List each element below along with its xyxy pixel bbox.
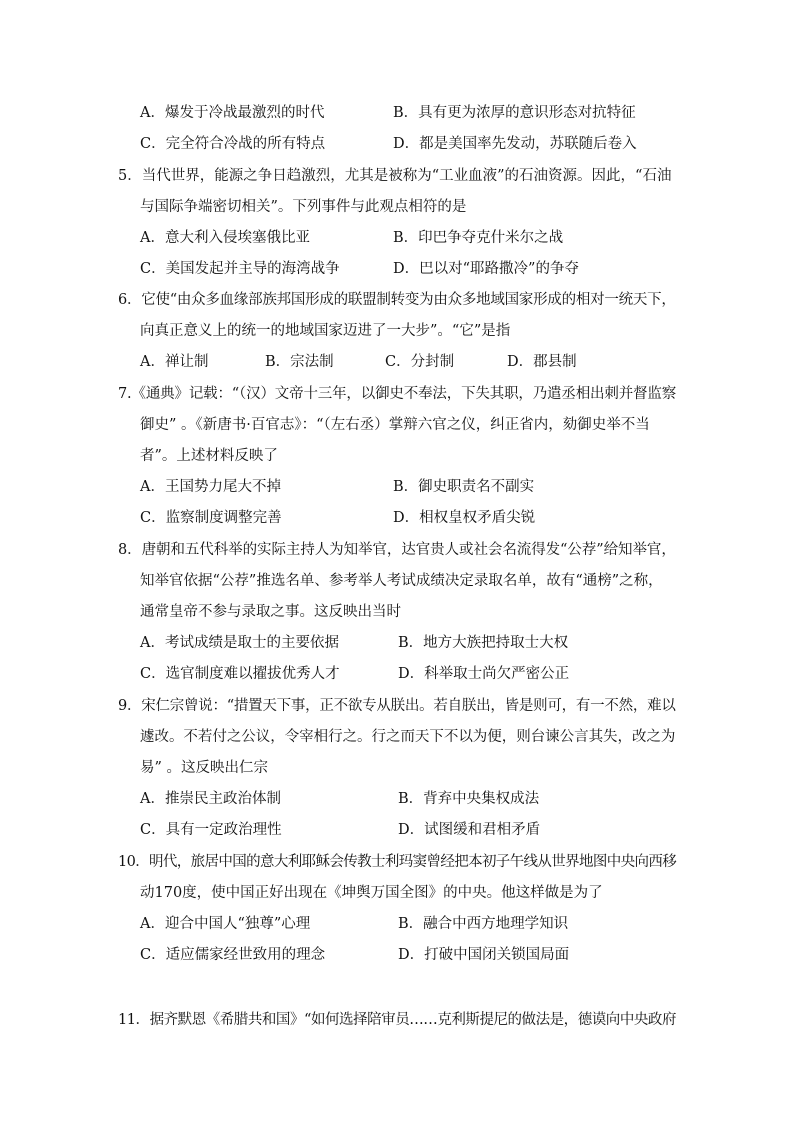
q8-option-a: A．考试成绩是取士的主要依据	[140, 635, 339, 651]
q8-stem-line-2: 知举官依据“公荐”推选名单、参考举人考试成绩决定录取名单，故有“通榜”之称，	[140, 573, 663, 589]
q9-option-c: C．具有一定政治理性	[140, 822, 282, 838]
q7-option-d: D．相权皇权矛盾尖锐	[393, 510, 536, 526]
q7-stem-line-3: 者”。上述材料反映了	[140, 448, 278, 464]
q10-option-a: A．迎合中国人“独尊”心理	[140, 916, 311, 932]
q9-stem-line-1: 9．宋仁宗曾说：“措置天下事，正不欲专从朕出。若自朕出，皆是则可，有一不然，难以	[118, 698, 676, 714]
q4-option-d: D．都是美国率先发动，苏联随后卷入	[393, 136, 637, 152]
q5-option-c: C．美国发起并主导的海湾战争	[140, 261, 340, 277]
q8-stem-line-3: 通常皇帝不参与录取之事。这反映出当时	[140, 604, 401, 620]
q9-option-b: B．背弃中央集权成法	[398, 791, 540, 807]
q4-option-c: C．完全符合冷战的所有特点	[140, 136, 326, 152]
q5-stem-line-1: 5．当代世界，能源之争日趋激烈，尤其是被称为“工业血液”的石油资源。因此，“石油	[118, 168, 672, 184]
q5-option-a: A．意大利入侵埃塞俄比亚	[140, 230, 310, 246]
q8-option-d: D．科举取士尚欠严密公正	[398, 666, 570, 682]
q4-option-a: A．爆发于冷战最激烈的时代	[140, 105, 325, 121]
q10-option-b: B．融合中西方地理学知识	[398, 916, 569, 932]
q5-option-d: D．巴以对“耶路撒冷”的争夺	[393, 261, 579, 277]
q4-option-b: B．具有更为浓厚的意识形态对抗特征	[393, 105, 636, 121]
q10-option-d: D．打破中国闭关锁国局面	[398, 947, 570, 963]
q7-option-c: C．监察制度调整完善	[140, 510, 282, 526]
q10-stem-line-1: 10．明代，旅居中国的意大利耶稣会传教士利玛窦曾经把本初子午线从世界地图中央向西移	[118, 854, 677, 870]
q10-stem-line-2: 动170度，使中国正好出现在《坤舆万国全图》的中央。他这样做是为了	[140, 885, 603, 901]
q7-option-b: B．御史职责名不副实	[393, 479, 535, 495]
q9-option-a: A．推崇民主政治体制	[140, 791, 281, 807]
q8-option-b: B．地方大族把持取士大权	[398, 635, 569, 651]
q8-stem-line-1: 8．唐朝和五代科举的实际主持人为知举官，达官贵人或社会名流得发“公荐”给知举官，	[118, 542, 676, 558]
q9-stem-line-3: 易” 。这反映出仁宗	[140, 760, 269, 776]
q11-stem-line-1: 11．据齐默恩《希腊共和国》“如何选择陪审员……克利斯提尼的做法是，德谟向中央政府	[118, 1012, 677, 1028]
q6-option-d: D．郡县制	[507, 354, 577, 370]
q6-option-b: B．宗法制	[265, 354, 334, 370]
q7-stem-line-2: 御史” 。《新唐书·百官志》：“（左右丞）掌辩六官之仪，纠正省内，劾御史举不当	[140, 417, 650, 433]
q6-option-a: A．禅让制	[140, 354, 209, 370]
q10-option-c: C．适应儒家经世致用的理念	[140, 947, 326, 963]
q8-option-c: C．选官制度难以擢拔优秀人才	[140, 666, 340, 682]
q6-option-c: C．分封制	[385, 354, 455, 370]
q5-stem-line-2: 与国际争端密切相关”。下列事件与此观点相符的是	[140, 199, 467, 215]
q7-option-a: A．王国势力尾大不掉	[140, 479, 281, 495]
q9-option-d: D．试图缓和君相矛盾	[398, 822, 541, 838]
q5-option-b: B．印巴争夺克什米尔之战	[393, 230, 564, 246]
q7-stem-line-1: 7.《通典》记载：“（汉）文帝十三年，以御史不奉法，下失其职，乃遣丞相出刺并督监察	[118, 386, 677, 402]
q6-stem-line-1: 6．它使“由众多血缘部族邦国形成的联盟制转变为由众多地域国家形成的相对一统天下，	[118, 292, 676, 308]
q6-stem-line-2: 向真正意义上的统一的地域国家迈进了一大步”。“它”是指	[140, 323, 511, 339]
q9-stem-line-2: 遽改。不若付之公议，令宰相行之。行之而天下不以为便，则台谏公言其失，改之为	[140, 729, 676, 745]
